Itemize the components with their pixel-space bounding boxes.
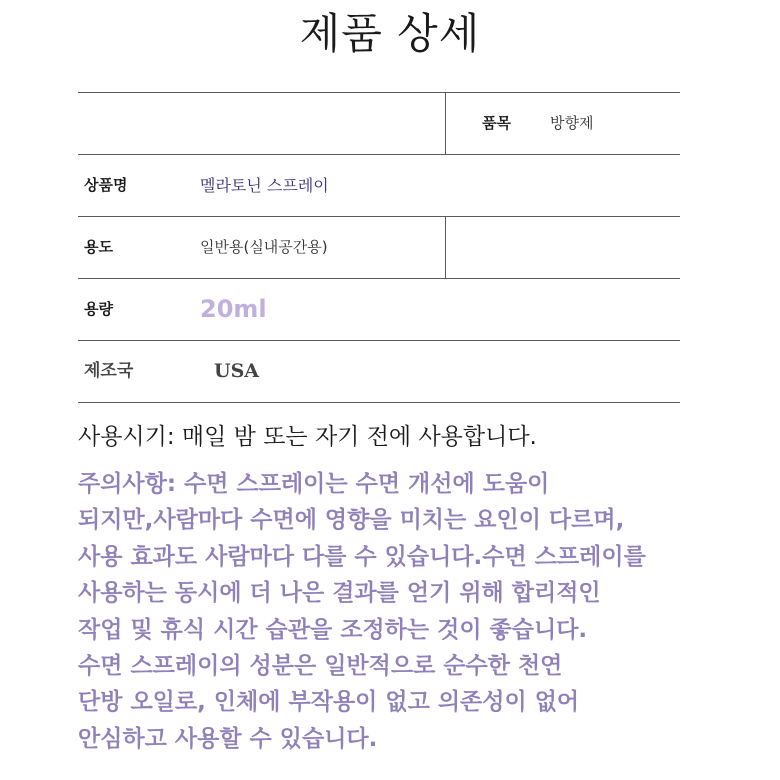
spec-row-product-name <box>78 155 680 217</box>
item-value: 방향제 <box>550 114 594 132</box>
origin-value: USA <box>214 360 260 382</box>
caution-line: 사용 효과도 사람마다 다를 수 있습니다.수면 스프레이를 <box>78 543 646 570</box>
caution-line: 수면 스프레이의 성분은 일반적으로 순수한 천연 <box>78 653 563 680</box>
usage-type-value: 일반용(실내공간용) <box>200 238 328 256</box>
product-name-label: 상품명 <box>84 176 128 194</box>
origin-label: 제조국 <box>84 361 134 381</box>
usage-type-label: 용도 <box>84 238 113 256</box>
spec-row-origin <box>78 341 680 403</box>
caution-line: 안심하고 사용할 수 있습니다. <box>78 725 378 752</box>
volume-label: 용량 <box>84 300 113 318</box>
column-divider <box>445 93 446 154</box>
page-title: 제품 상세 <box>299 9 481 58</box>
usage-timing-text: 사용시기: 매일 밤 또는 자기 전에 사용합니다. <box>78 424 537 450</box>
item-label: 품목 <box>482 114 511 132</box>
caution-line: 사용하는 동시에 더 나은 결과를 얻기 위해 합리적인 <box>78 580 601 607</box>
spec-row-usage-type <box>78 217 680 279</box>
caution-notice <box>78 466 768 757</box>
column-divider <box>445 217 446 278</box>
product-name-value: 멜라토닌 스프레이 <box>200 176 329 195</box>
spec-row-volume <box>78 279 680 341</box>
volume-value: 20ml <box>200 295 267 323</box>
caution-line: 단방 오일로, 인체에 부작용이 없고 의존성이 없어 <box>78 689 580 716</box>
caution-line: 주의사항: 수면 스프레이는 수면 개선에 도움이 <box>78 471 550 497</box>
spec-row-item <box>78 93 680 155</box>
caution-line: 되지만,사람마다 수면에 영향을 미치는 요인이 다르며, <box>78 507 625 534</box>
spec-table <box>78 92 680 403</box>
caution-line: 작업 및 휴식 시간 습관을 조정하는 것이 좋습니다. <box>78 616 588 643</box>
